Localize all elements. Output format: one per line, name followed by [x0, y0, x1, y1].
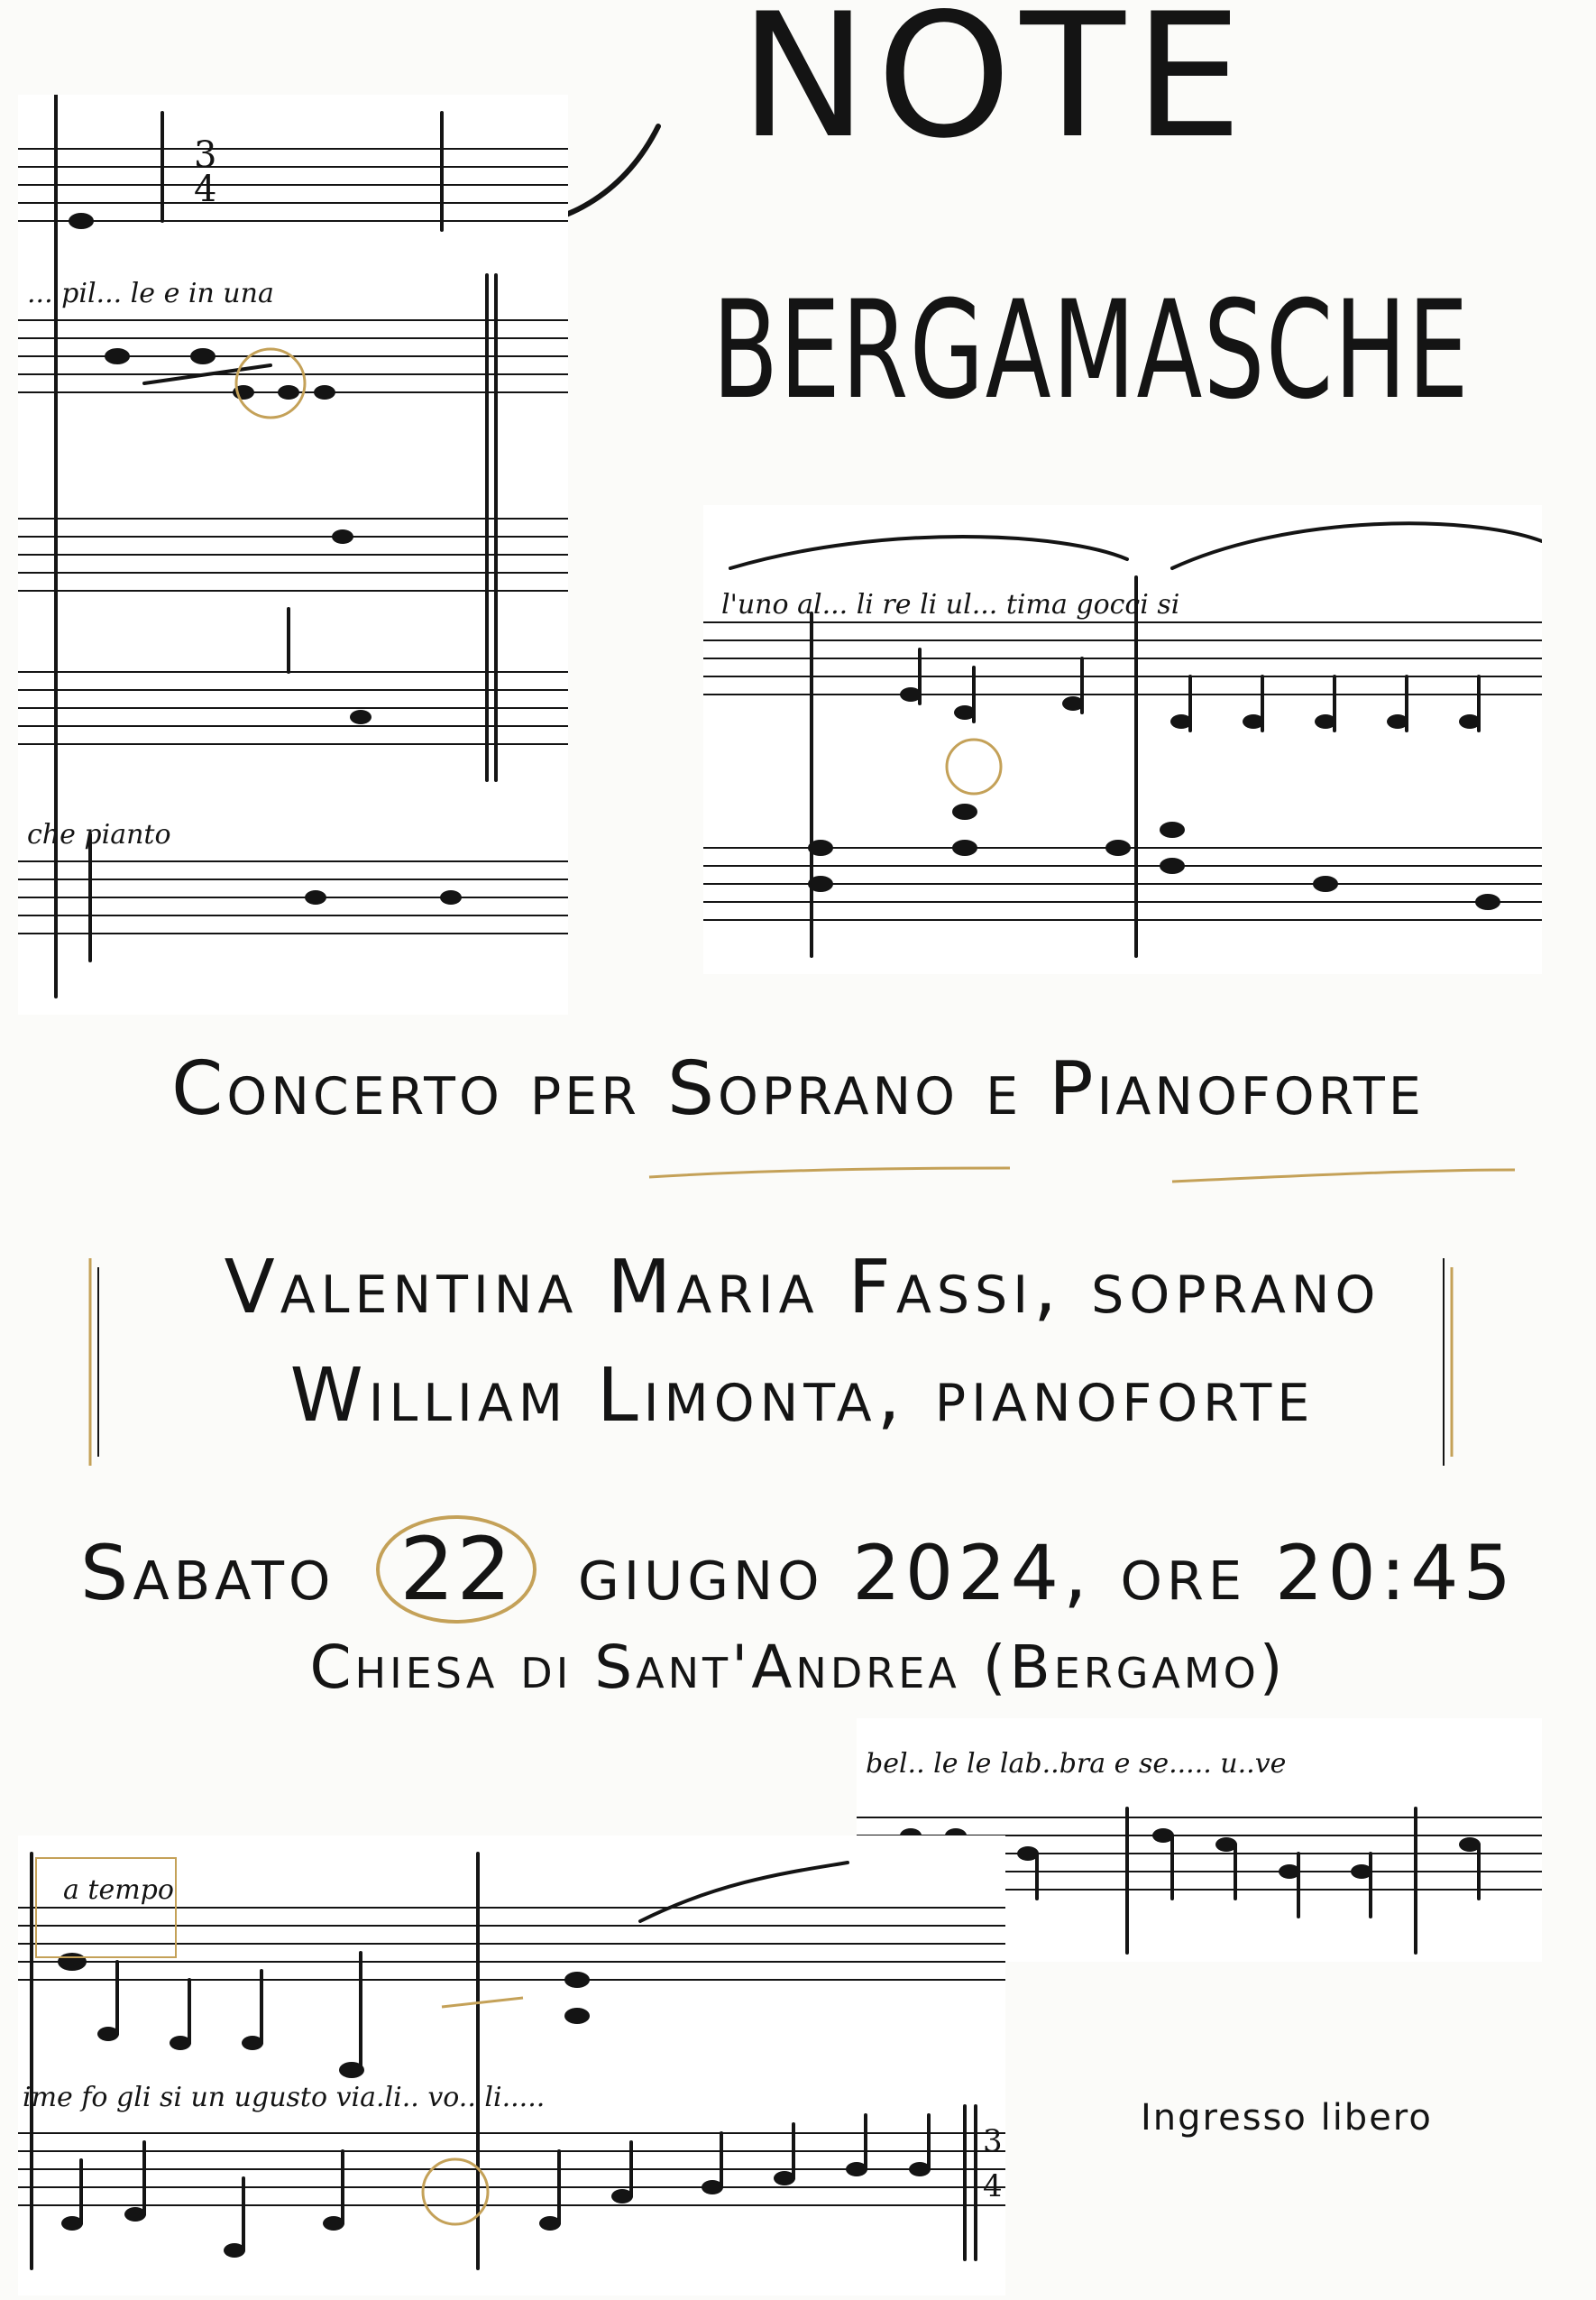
title-line1: NOTE: [739, 0, 1252, 176]
performer-soprano: Valentina Maria Fassi, soprano: [224, 1245, 1381, 1330]
score-fragment-right: [703, 505, 1542, 974]
free-entry-note: Ingresso libero: [1141, 2097, 1433, 2139]
date-weekday: Sabato: [80, 1529, 335, 1617]
score-fragment-bottom-left: [18, 1835, 1005, 2295]
svg-text:4: 4: [983, 2168, 1003, 2204]
svg-text:4: 4: [194, 169, 217, 210]
date-day-circled: 22: [376, 1515, 537, 1624]
concert-venue: Chiesa di Sant'Andrea (Bergamo): [309, 1633, 1287, 1702]
svg-text:3: 3: [194, 134, 217, 176]
title-line2: BERGAMASCHE: [712, 272, 1470, 429]
performers-right-bar: [1438, 1258, 1456, 1466]
lyric-a-2: che pianto: [27, 819, 171, 851]
lyric-d-1: a tempo: [63, 1874, 174, 1906]
subtitle-underline: [631, 1159, 1524, 1186]
lyric-d-2: ime fo gli si un ugusto via.li.. vo.. li.....: [23, 2082, 546, 2113]
score-fragment-top-left: [18, 95, 568, 1015]
performer-pianist: William Limonta, pianoforte: [289, 1353, 1316, 1439]
lyric-b: l'uno al... li re li ul... tima gocci si: [721, 589, 1180, 621]
lyric-c: bel.. le le lab..bra e se..... u..ve: [866, 1748, 1287, 1780]
performers-left-bar: [86, 1258, 104, 1466]
lyric-a-1: ... pil... le e in una: [27, 278, 274, 309]
concert-subtitle: Concerto per Soprano e Pianoforte: [171, 1046, 1425, 1132]
concert-date: [54, 1515, 1542, 1624]
date-rest: giugno 2024, ore 20:45: [578, 1529, 1516, 1617]
svg-text:3: 3: [983, 2123, 1003, 2159]
poster-title: [469, 0, 1497, 469]
